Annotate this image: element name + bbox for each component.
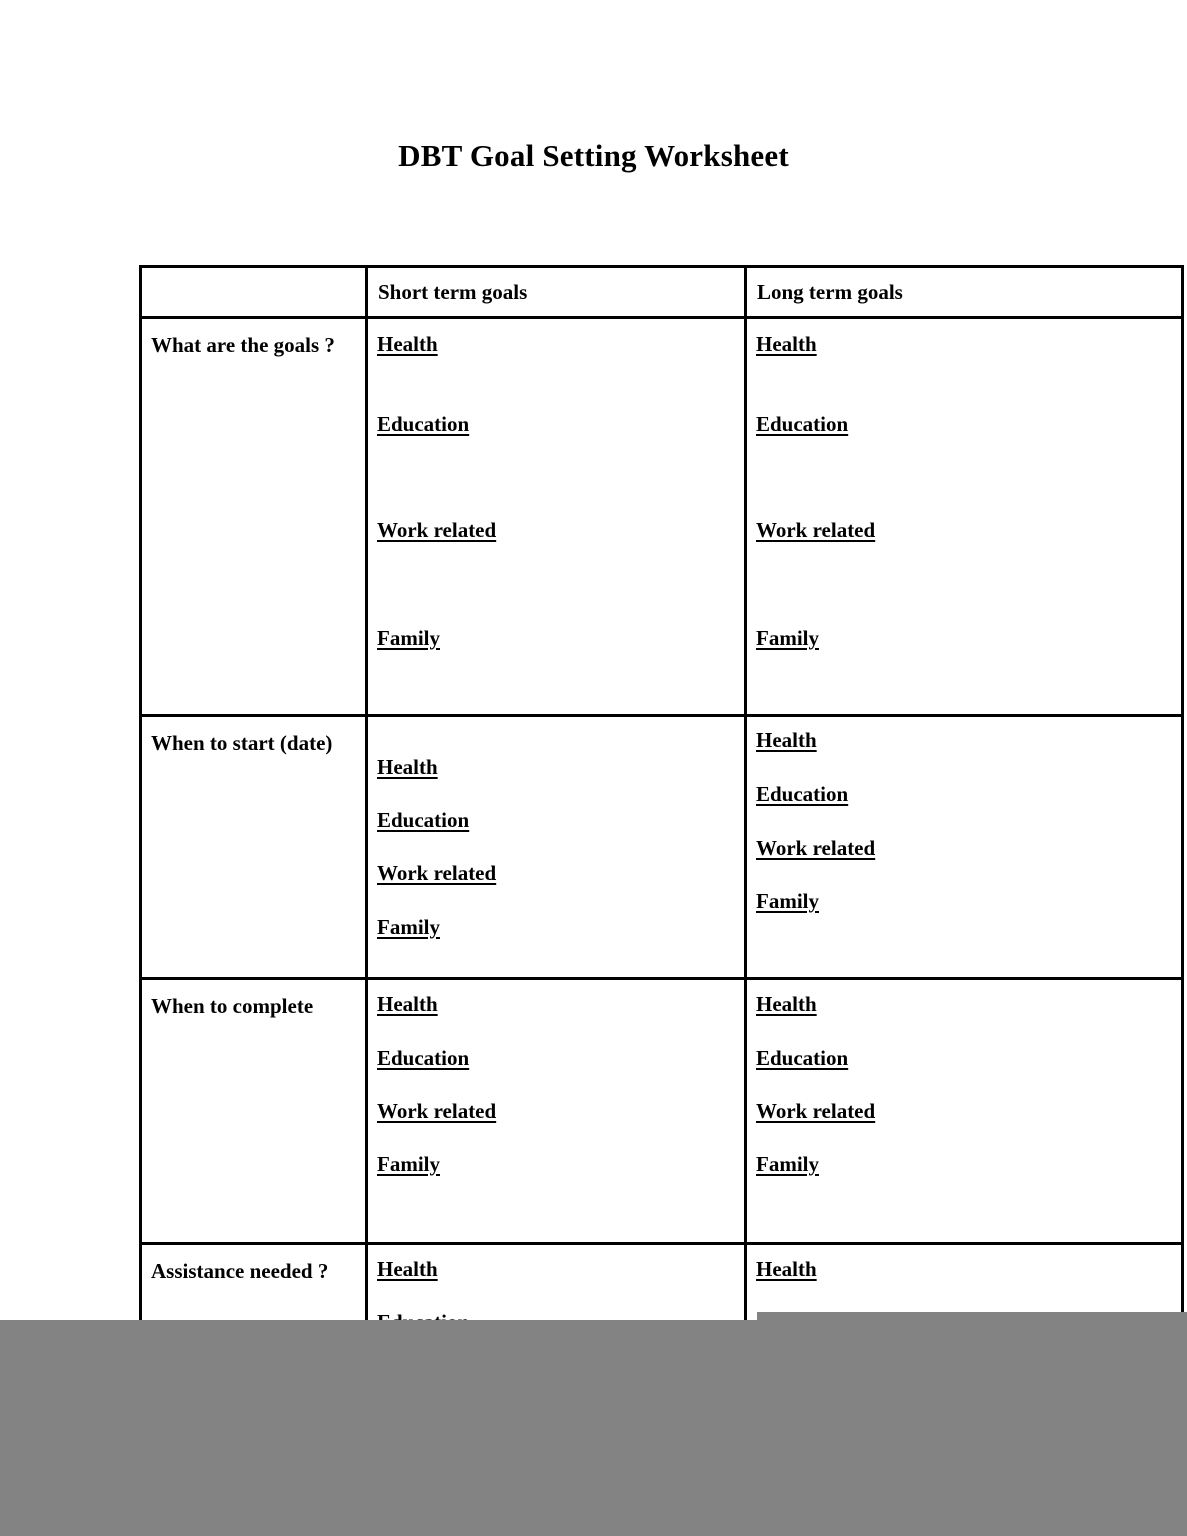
row-label-cell <box>141 979 367 1244</box>
row-label: When to start (date) <box>151 731 333 755</box>
row-label-cell <box>141 318 367 716</box>
long-term-cell <box>746 716 1183 979</box>
goal-category: Family <box>756 626 819 650</box>
header-short-term <box>367 267 746 318</box>
goal-category: Work related <box>756 518 876 542</box>
long-term-cell <box>746 979 1183 1244</box>
goal-category: Health <box>756 728 817 752</box>
header-short-term-label: Short term goals <box>378 280 528 304</box>
short-term-cell <box>367 979 746 1244</box>
row-label: When to complete <box>151 994 314 1018</box>
occlusion-overlay <box>0 1320 1187 1536</box>
header-long-term-label: Long term goals <box>757 280 903 304</box>
goal-category: Education <box>756 412 849 436</box>
goal-category: Family <box>756 1152 819 1176</box>
goal-category: Education <box>377 808 470 832</box>
long-term-cell <box>746 318 1183 716</box>
goal-category: Health <box>377 332 438 356</box>
corner-cell <box>141 267 367 318</box>
goal-category: Family <box>756 889 819 913</box>
goal-category: Family <box>377 1152 440 1176</box>
goal-category: Health <box>756 992 817 1016</box>
short-term-cell <box>367 716 746 979</box>
table-header-row <box>141 267 1183 318</box>
short-term-cell <box>367 318 746 716</box>
page-title: DBT Goal Setting Worksheet <box>398 138 789 173</box>
row-label: Assistance needed ? <box>151 1259 329 1283</box>
goals-table <box>139 265 1184 1385</box>
goal-category: Work related <box>756 836 876 860</box>
goal-category: Family <box>377 915 440 939</box>
goal-category: Family <box>377 626 440 650</box>
goal-category: Work related <box>756 1099 876 1123</box>
goal-category: Health <box>377 1257 438 1281</box>
goal-category: Health <box>377 992 438 1016</box>
goal-category: Work related <box>377 861 497 885</box>
table-row <box>141 979 1183 1244</box>
goal-category: Education <box>756 1046 849 1070</box>
goal-category: Education <box>377 1046 470 1070</box>
table-row <box>141 318 1183 716</box>
goal-category: Health <box>377 755 438 779</box>
table-row <box>141 716 1183 979</box>
goal-category: Education <box>756 782 849 806</box>
goal-category: Work related <box>377 518 497 542</box>
row-label-cell <box>141 716 367 979</box>
row-label: What are the goals ? <box>151 333 335 357</box>
goal-category: Education <box>377 412 470 436</box>
goal-category: Work related <box>377 1099 497 1123</box>
header-long-term <box>746 267 1183 318</box>
goal-category: Health <box>756 332 817 356</box>
goal-category: Health <box>756 1257 817 1281</box>
